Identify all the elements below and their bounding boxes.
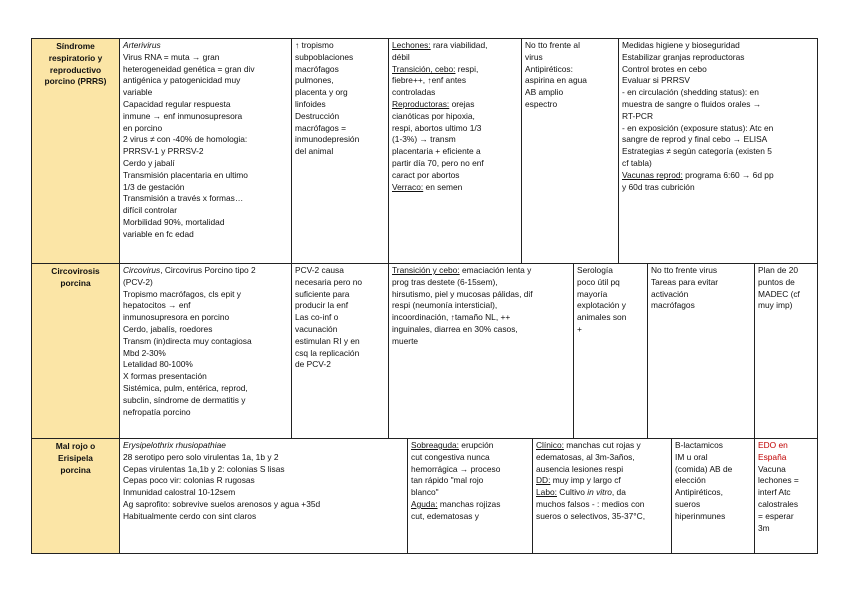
circo-name-line: Circovirosis — [51, 266, 100, 276]
prrs-etiology-line: Transmisión a través x formas… — [123, 193, 244, 204]
circo-pathogenesis-line: necesaria pero no — [295, 276, 363, 287]
malrojo-aguda-text: manchas rojizas — [437, 498, 501, 509]
malrojo-clinical-cell — [407, 438, 533, 554]
prrs-control-line: - en circulación (shedding status): en — [622, 87, 759, 98]
prrs-treatment-line: virus — [525, 51, 543, 62]
circo-transicion-text: emaciación lenta y — [459, 265, 532, 275]
circo-etiology-line: hepatocitos → enf — [123, 300, 191, 311]
prrs-treatment-line: espectro — [525, 98, 558, 109]
circo-etiology-genus: Circovirus — [123, 265, 161, 275]
malrojo-diagnosis-cell — [532, 438, 672, 554]
prrs-etiology-line: heterogeneidad genética = gran div — [123, 63, 255, 74]
prrs-etiology-line: PRRSV-1 y PRRSV-2 — [123, 146, 204, 157]
circo-etiology-line: X formas presentación — [123, 371, 207, 382]
circo-pathogenesis-cell — [291, 263, 389, 439]
circo-etiology-line: subclin, síndrome de dermatitis y — [123, 394, 246, 405]
prrs-clinical-cell — [388, 38, 522, 264]
malrojo-etiology-line: Cepas virulentas 1a,1b y 2: colonias S lisas — [123, 463, 285, 474]
malrojo-labo-label: Labo: — [536, 487, 557, 498]
circo-clinical-line: incoordinación, ↑tamaño NL, ++ — [392, 312, 511, 323]
malrojo-control-line: Vacuna — [758, 463, 786, 474]
malrojo-clinical-line: blanco" — [411, 487, 439, 498]
circo-diagnosis-line: poco útil pq — [577, 276, 620, 287]
prrs-clinical-line: cianóticas por hipoxia, — [392, 110, 475, 121]
malrojo-control-line: = esperar — [758, 510, 794, 521]
prrs-clinical-line: placentaria + eficiente a — [392, 146, 481, 157]
prrs-pathogenesis-line: macrófagos = — [295, 122, 346, 133]
malrojo-aguda-label: Aguda: — [411, 498, 438, 509]
prrs-pathogenesis-line: del animal — [295, 146, 334, 157]
prrs-control-line: Evaluar si PRRSV — [622, 75, 690, 86]
prrs-control-line: - en exposición (exposure status): Atc en — [622, 122, 774, 133]
circo-etiology-line: Transm (in)directa muy contagiosa — [123, 335, 252, 346]
circo-pathogenesis-line: Las co-inf o — [295, 312, 339, 323]
prrs-clinical-line: controladas — [392, 87, 436, 98]
malrojo-etiology-cell — [119, 438, 408, 554]
prrs-pathogenesis-line: pulmones, — [295, 75, 334, 86]
prrs-pathogenesis-line: macrófagos — [295, 63, 339, 74]
circo-etiology-line: Tropismo macrófagos, cls epit y — [123, 288, 241, 299]
prrs-name-line: respiratorio y — [48, 52, 103, 63]
prrs-control-cell — [618, 38, 818, 264]
circo-etiology-line: Letalidad 80-100% — [123, 359, 193, 370]
prrs-etiology-line: en porcino — [123, 122, 163, 133]
prrs-treatment-line: No tto frente al — [525, 40, 580, 50]
malrojo-control-cell — [754, 438, 818, 554]
circo-transicion-label: Transición y cebo: — [392, 265, 460, 275]
circo-diagnosis-line: animales son — [577, 312, 627, 323]
prrs-vacunas-label: Vacunas reprod: — [622, 169, 683, 180]
malrojo-clinico-label: Clínico: — [536, 440, 564, 450]
prrs-pathogenesis-line: subpoblaciones — [295, 51, 354, 62]
prrs-name-line: Síndrome — [56, 41, 95, 51]
prrs-clinical-line: partir día 70, pero no enf — [392, 157, 484, 168]
malrojo-name-line: porcina — [60, 464, 91, 475]
prrs-transicion-label: Transición, cebo: — [392, 63, 456, 74]
prrs-control-line: Estabilizar granjas reproductoras — [622, 51, 745, 62]
malrojo-labo-italic: in vitro — [587, 487, 612, 498]
malrojo-treatment-line: Antipiréticos, — [675, 487, 723, 498]
prrs-treatment-cell — [521, 38, 619, 264]
prrs-control-line: Control brotes en cebo — [622, 63, 707, 74]
malrojo-dd-text: muy imp y largo cf — [550, 475, 621, 486]
prrs-verraco-label: Verraco: — [392, 181, 424, 192]
circo-pathogenesis-line: de PCV-2 — [295, 359, 331, 370]
malrojo-etiology-line: Habitualmente cerdo con sint claros — [123, 510, 257, 521]
prrs-reproductoras-text: orejas — [449, 98, 475, 109]
circo-etiology-species: , Circovirus Porcino tipo 2 — [160, 265, 256, 275]
circo-pathogenesis-line: producir la enf — [295, 300, 349, 311]
prrs-name-line: porcino (PRRS) — [44, 76, 107, 87]
prrs-pathogenesis-line: linfoides — [295, 98, 326, 109]
prrs-pathogenesis-line: placenta y org — [295, 87, 348, 98]
malrojo-treatment-line: IM u oral — [675, 451, 708, 462]
prrs-name-line: reproductivo — [49, 64, 102, 75]
malrojo-sobreaguda-text: erupción — [458, 440, 494, 450]
malrojo-treatment-line: sueros — [675, 498, 701, 509]
malrojo-etiology-line: Ag saprofito: sobrevive suelos arenosos y agua +35d — [123, 498, 321, 509]
circo-plan-line: MADEC (cf — [758, 288, 800, 299]
circo-diagnosis-line: mayoría — [577, 288, 608, 299]
malrojo-control-line: lechones = — [758, 475, 799, 486]
prrs-etiology-line: Capacidad regular respuesta — [123, 98, 231, 109]
circo-clinical-line: muerte — [392, 335, 419, 346]
prrs-control-line: sangre de reprod y final cebo → ELISA — [622, 134, 768, 145]
circo-name-cell — [31, 263, 120, 439]
prrs-pathogenesis-cell — [291, 38, 389, 264]
prrs-etiology-line: antigénica y patogenicidad muy — [123, 75, 241, 86]
circo-plan-line: Plan de 20 — [758, 265, 799, 275]
prrs-verraco-text: en semen — [423, 181, 463, 192]
prrs-etiology-line: Morbilidad 90%, mortalidad — [123, 216, 225, 227]
prrs-name-cell — [31, 38, 120, 264]
prrs-control-line: Estrategias ≠ según categoría (existen 5 — [622, 146, 772, 157]
circo-plan-cell — [754, 263, 818, 439]
prrs-etiology-line: 2 virus ≠ con -40% de homologia: — [123, 134, 248, 145]
prrs-clinical-line: (1-3%) → transm — [392, 134, 456, 145]
circo-diagnosis-line: explotación y — [577, 300, 626, 311]
circo-name-line: porcina — [60, 277, 91, 288]
malrojo-edo-line: España — [758, 451, 787, 462]
malrojo-diagnosis-line: sueros o selectivos, 35-37°C, — [536, 510, 646, 521]
malrojo-control-line: calostrales — [758, 498, 799, 509]
circo-etiology-line: Mbd 2-30% — [123, 347, 166, 358]
circo-clinical-line: inguinales, diarrea en 30% casos, — [392, 323, 518, 334]
circo-treatment-line: macrófagos — [651, 300, 695, 311]
prrs-lechones-text: rara viabilidad, — [430, 40, 488, 50]
malrojo-diagnosis-line: muchos falsos - : medios con — [536, 498, 645, 509]
prrs-etiology-line: Virus RNA = muta → gran — [123, 51, 220, 62]
prrs-etiology-line: Transmisión placentaria en ultimo — [123, 169, 248, 180]
prrs-control-line: muestra de sangre o fluidos orales → — [622, 98, 762, 109]
prrs-etiology-line: inmune → enf inmunosupresora — [123, 110, 243, 121]
prrs-clinical-line: fiebre++, ↑enf antes — [392, 75, 467, 86]
circo-pathogenesis-line: csq la replicación — [295, 347, 360, 358]
circo-pathogenesis-line: PCV-2 causa — [295, 265, 344, 275]
prrs-control-line: RT-PCR — [622, 110, 654, 121]
malrojo-name-line: Mal rojo o — [55, 441, 96, 451]
circo-pathogenesis-line: estimulan RI y en — [295, 335, 360, 346]
circo-diagnosis-cell — [573, 263, 648, 439]
malrojo-sobreaguda-label: Sobreaguda: — [411, 440, 459, 450]
malrojo-treatment-line: (comida) AB de — [675, 463, 733, 474]
circo-clinical-cell — [388, 263, 574, 439]
circo-treatment-line: Tareas para evitar — [651, 276, 719, 287]
prrs-treatment-line: AB amplio — [525, 87, 564, 98]
circo-diagnosis-line: + — [577, 323, 582, 334]
malrojo-etiology-line: Cepas poco vir: colonias R rugosas — [123, 475, 255, 486]
malrojo-clinical-line: cut congestiva nunca — [411, 451, 490, 462]
circo-plan-line: puntos de — [758, 276, 795, 287]
malrojo-etiology-title: Erysipelothrix rhusiopathiae — [123, 440, 226, 450]
prrs-clinical-line: caract por abortos — [392, 169, 460, 180]
malrojo-name-line: Erisipela — [58, 452, 93, 463]
prrs-etiology-cell — [119, 38, 292, 264]
malrojo-treatment-line: elección — [675, 475, 706, 486]
prrs-clinical-line: respi, abortos ultimo 1/3 — [392, 122, 482, 133]
malrojo-labo-pre: Cultivo — [556, 487, 588, 498]
prrs-treatment-line: aspirina en agua — [525, 75, 587, 86]
circo-clinical-line: prog tras destete (6-15sem), — [392, 276, 498, 287]
prrs-reproductoras-label: Reproductoras: — [392, 98, 450, 109]
malrojo-control-line: 3m — [758, 522, 770, 533]
circo-etiology-line: inmunosupresora en porcino — [123, 312, 230, 323]
circo-treatment-cell — [647, 263, 755, 439]
prrs-etiology-line: difícil controlar — [123, 205, 177, 216]
prrs-control-line: Medidas higiene y bioseguridad — [622, 40, 740, 50]
circo-plan-line: muy imp) — [758, 300, 793, 311]
malrojo-diagnosis-line: edematosas, al 3m-3años, — [536, 451, 635, 462]
prrs-etiology-title: Arterivirus — [123, 40, 161, 50]
circo-diagnosis-line: Serología — [577, 265, 613, 275]
malrojo-etiology-line: Inmunidad calostral 10-12sem — [123, 487, 236, 498]
malrojo-edo-line: EDO en — [758, 440, 788, 450]
circo-clinical-line: hirsutismo, piel y mucosas pálidas, dif — [392, 288, 533, 299]
prrs-etiology-line: Cerdo y jabalí — [123, 157, 175, 168]
circo-clinical-line: respi (neumonía intersticial), — [392, 300, 498, 311]
circo-etiology-cell — [119, 263, 292, 439]
malrojo-control-line: interf Atc — [758, 487, 791, 498]
prrs-etiology-line: 1/3 de gestación — [123, 181, 185, 192]
prrs-pathogenesis-line: Destrucción — [295, 110, 340, 121]
prrs-clinical-line: débil — [392, 51, 410, 62]
malrojo-dd-label: DD: — [536, 475, 551, 486]
prrs-transicion-text: respi, — [455, 63, 479, 74]
prrs-treatment-line: Antipiréticos: — [525, 63, 573, 74]
prrs-control-line: cf tabla) — [622, 157, 652, 168]
malrojo-clinical-line: tan rápido "mal rojo — [411, 475, 484, 486]
circo-etiology-line: (PCV-2) — [123, 276, 153, 287]
prrs-etiology-line: variable en fc edad — [123, 228, 194, 239]
circo-etiology-line: Cerdo, jabalís, roedores — [123, 323, 213, 334]
prrs-etiology-line: variable — [123, 87, 153, 98]
circo-etiology-line: Sistémica, pulm, entérica, reprod, — [123, 382, 248, 393]
circo-pathogenesis-line: suficiente para — [295, 288, 350, 299]
circo-etiology-line: nefropatía porcino — [123, 406, 191, 417]
malrojo-clinical-line: hemorrágica → proceso — [411, 463, 501, 474]
malrojo-name-cell — [31, 438, 120, 554]
malrojo-clinico-text: manchas cut rojas y — [563, 440, 641, 450]
circo-treatment-line: activación — [651, 288, 689, 299]
malrojo-treatment-cell — [671, 438, 755, 554]
prrs-pathogenesis-line: ↑ tropismo — [295, 40, 334, 50]
malrojo-treatment-line: B-lactamicos — [675, 440, 723, 450]
malrojo-diagnosis-line: ausencia lesiones respi — [536, 463, 624, 474]
malrojo-etiology-line: 28 serotipo pero solo virulentas 1a, 1b y 2 — [123, 451, 279, 462]
malrojo-labo-post: , da — [611, 487, 626, 498]
prrs-pathogenesis-line: inmunodepresión — [295, 134, 360, 145]
malrojo-clinical-line: cut, edematosas y — [411, 510, 479, 521]
malrojo-treatment-line: hiperinmunes — [675, 510, 726, 521]
prrs-lechones-label: Lechones: — [392, 40, 431, 50]
prrs-control-line: y 60d tras cubrición — [622, 181, 695, 192]
prrs-vacunas-text: programa 6:60 → 6d pp — [682, 169, 774, 180]
circo-treatment-line: No tto frente virus — [651, 265, 718, 275]
circo-pathogenesis-line: vacunación — [295, 323, 338, 334]
